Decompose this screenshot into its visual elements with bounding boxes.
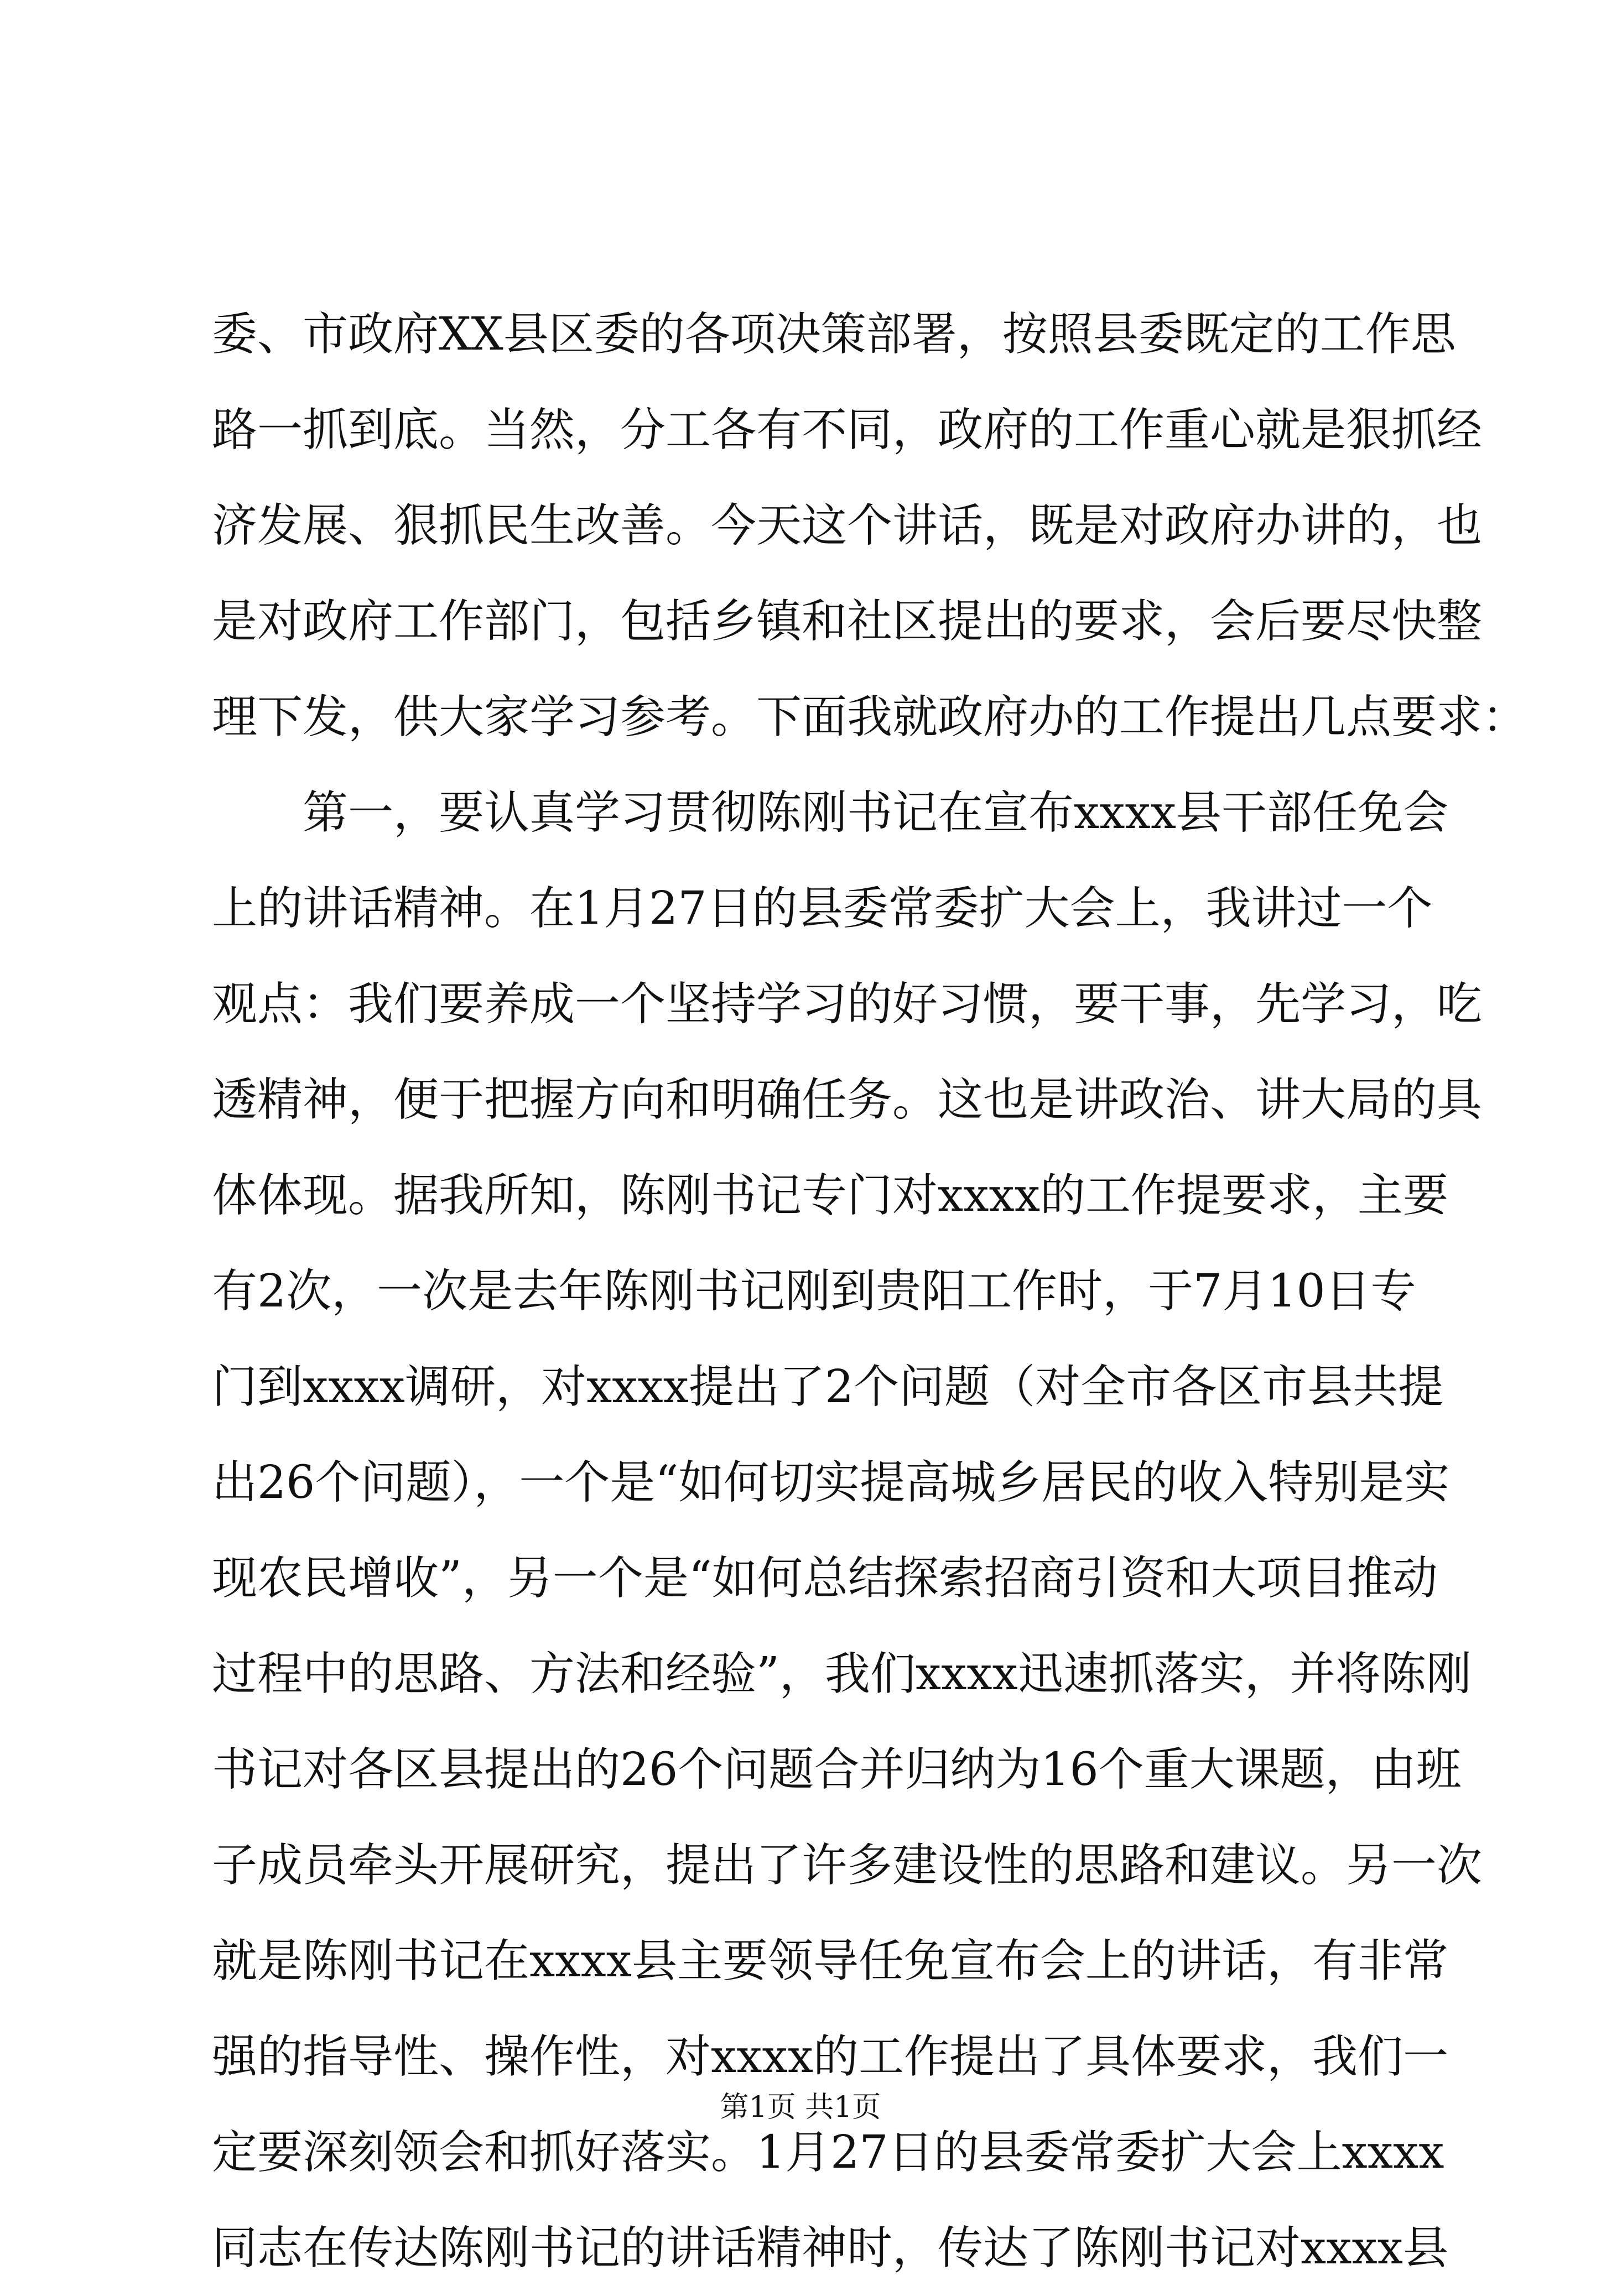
text-line: 定要深刻领会和抓好落实。1月27日的县委常委扩大会上xxxx — [212, 2126, 1444, 2179]
text-line: 有2次，一次是去年陈刚书记刚到贵阳工作时，于7月10日专 — [212, 1265, 1416, 1318]
text-line: 路一抓到底。当然，分工各有不同，政府的工作重心就是狠抓经 — [212, 404, 1483, 456]
text-line: 济发展、狠抓民生改善。今天这个讲话，既是对政府办讲的，也 — [212, 499, 1483, 552]
text-line: 出26个问题），一个是“如何切实提高城乡居民的收入特别是实 — [212, 1456, 1450, 1509]
text-line: 子成员牵头开展研究，提出了许多建设性的思路和建议。另一次 — [212, 1839, 1483, 1892]
text-line: 过程中的思路、方法和经验”，我们xxxx迅速抓落实，并将陈刚 — [212, 1648, 1472, 1700]
text-line: 同志在传达陈刚书记的讲话精神时，传达了陈刚书记对xxxx县 — [212, 2222, 1448, 2274]
text-line: 上的讲话精神。在1月27日的县委常委扩大会上，我讲过一个 — [212, 882, 1433, 935]
page-number-footer: 第1页 共1页 — [720, 2091, 881, 2124]
text-line: 理下发，供大家学习参考。下面我就政府办的工作提出几点要求： — [212, 691, 1528, 743]
text-line: 就是陈刚书记在xxxx县主要领导任免宣布会上的讲话，有非常 — [212, 1935, 1448, 1987]
text-line: 体体现。据我所知，陈刚书记专门对xxxx的工作提要求，主要 — [212, 1169, 1448, 1222]
text-line: 委、市政府XX县区委的各项决策部署，按照县委既定的工作思 — [212, 308, 1456, 361]
text-line: 是对政府工作部门，包括乡镇和社区提出的要求，会后要尽快整 — [212, 595, 1483, 648]
text-line: 门到xxxx调研，对xxxx提出了2个问题（对全市各区市县共提 — [212, 1361, 1444, 1413]
text-line: 观点：我们要养成一个坚持学习的好习惯，要干事，先学习，吃 — [212, 978, 1483, 1030]
text-line: 现农民增收”，另一个是“如何总结探索招商引资和大项目推动 — [212, 1552, 1438, 1605]
text-line: 第一，要认真学习贯彻陈刚书记在宣布xxxx县干部任免会 — [303, 787, 1448, 839]
document-body — [212, 287, 1528, 2296]
text-line: 强的指导性、操作性，对xxxx的工作提出了具体要求，我们一 — [212, 2031, 1448, 2083]
text-line: 透精神，便于把握方向和明确任务。这也是讲政治、讲大局的具 — [212, 1074, 1483, 1126]
text-line: 书记对各区县提出的26个问题合并归纳为16个重大课题，由班 — [212, 1743, 1462, 1796]
